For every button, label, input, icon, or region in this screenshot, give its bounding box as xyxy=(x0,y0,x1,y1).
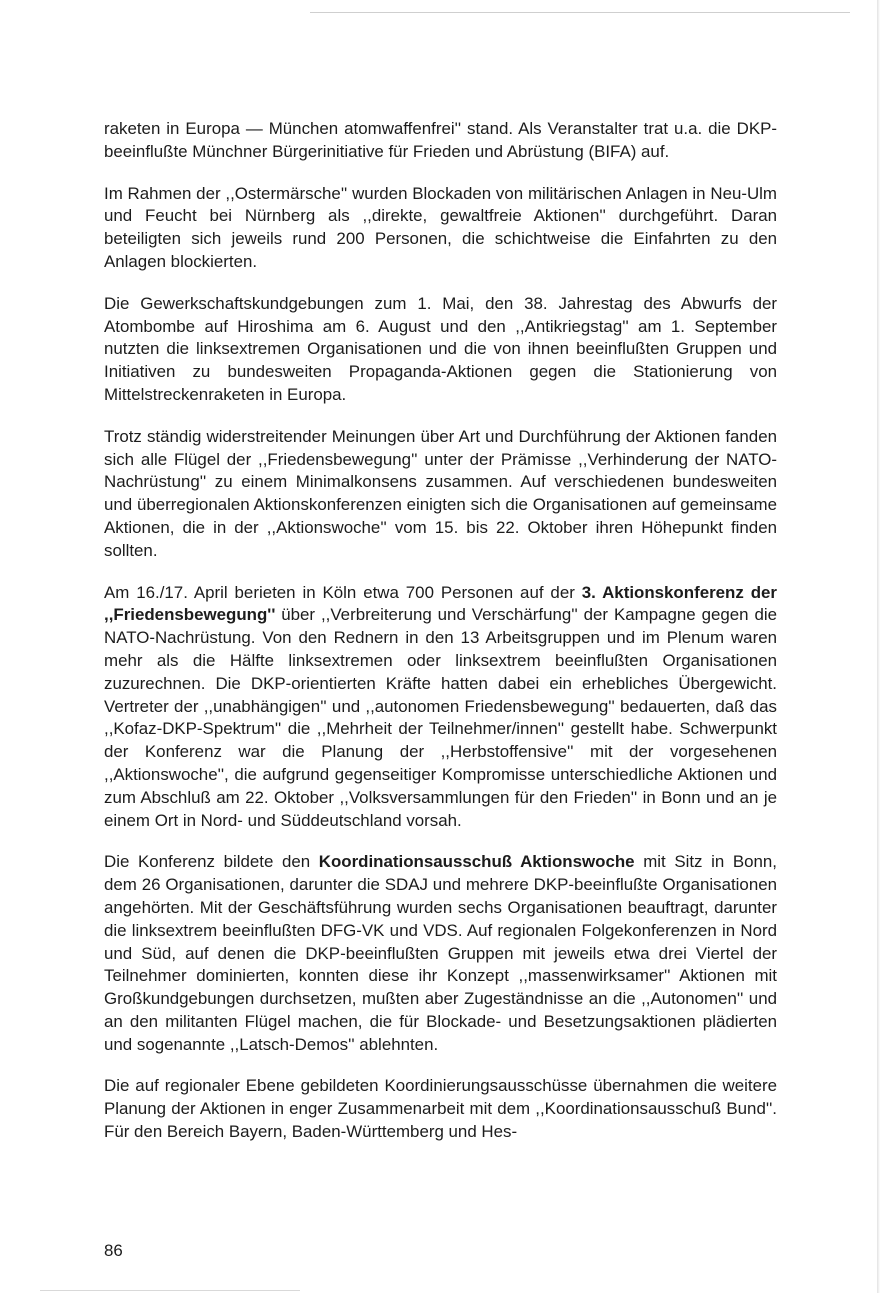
paragraph-3: Die Gewerkschaftskundgebungen zum 1. Mai, den 38. Jahrestag des Abwurfs der Atombombe auf Hiroshima am 6. August und den ,,Antikriegstag'' am 1. September nutzten die linksextremen Organisationen und die von ihnen beeinflußten Gruppen und Initiativen zu bundesweiten Propaganda-Aktionen gegen die Stationierung von Mittelstreckenraketen in Europa. xyxy=(104,293,777,404)
page-number: 86 xyxy=(104,1241,123,1260)
page-body-text xyxy=(104,118,777,1163)
paragraph-4: Trotz ständig widerstreitender Meinungen über Art und Durchführung der Aktionen fanden sich alle Flügel der ,,Friedensbewegung'' unter der Prämisse ,,Verhinderung der NATO-Nachrüstung'' zu einem Minimalkonsens zusammen. Auf verschiedenen bundesweiten und überregionalen Aktionskonferenzen einigten sich die Organisationen auf gemeinsame Aktionen, die in der ,,Aktionswoche'' vom 15. bis 22. Oktober ihren Höhepunkt finden sollten. xyxy=(104,426,777,560)
paragraph-6-lead: Die Konferenz bildete den xyxy=(104,852,319,872)
paragraph-6-bold-term: Koordinationsausschuß Aktionswoche xyxy=(318,852,635,872)
paragraph-2: Im Rahmen der ,,Ostermärsche'' wurden Blockaden von militärischen Anlagen in Neu-Ulm und Feucht bei Nürnberg als ,,direkte, gewaltfreie Aktionen'' durchgeführt. Daran beteiligten sich jeweils rund 200 Personen, die schichtweise die Einfahrten zu den Anlagen blockierten. xyxy=(104,183,777,271)
paragraph-6-rest: mit Sitz in Bonn, dem 26 Organisationen, darunter die SDAJ und mehrere DKP-beeinflußte Organisationen angehörten. Mit der Geschäftsführung wurden sechs Organisationen beauftragt, darunter die linksextrem beeinflußten DFG-VK und VDS. Auf regionalen Folgekonferenzen in Nord und Süd, auf denen die DKP-beeinflußten Gruppen mit jeweils etwa drei Viertel der Teilnehmer dominierten, konnten diese ihr Konzept ,,massenwirksamer'' Aktionen mit Großkundgebungen durchsetzen, mußten aber Zugeständnisse an die ,,Autonomen'' und an den militanten Flügel machen, die für Blockade- und Besetzungsaktionen plädierten und sogenannte ,,Latsch-Demos'' ablehnten. xyxy=(104,852,777,1054)
paragraph-5-lead: Am 16./17. April berieten in Köln etwa 700 Personen auf der xyxy=(104,582,582,602)
scan-artifact-bottom-line xyxy=(40,1290,300,1291)
paragraph-5-bold-term: 3. Aktionskonferenz der ,,Friedensbewegung'' xyxy=(104,582,777,625)
paragraph-7: Die auf regionaler Ebene gebildeten Koordinierungsausschüsse übernahmen die weitere Planung der Aktionen in enger Zusammenarbeit mit dem ,,Koordinationsausschuß Bund''. Für den Bereich Bayern, Baden-Württemberg und Hes- xyxy=(104,1076,777,1142)
paragraph-5-rest: über ,,Verbreiterung und Verschärfung'' der Kampagne gegen die NATO-Nachrüstung. Von den Rednern in den 13 Arbeitsgruppen und im Plenum waren mehr als die Hälfte linksextremen oder linksextrem beeinflußten Organisationen zuzurechnen. Die DKP-orientierten Kräfte hatten dabei ein erhebliches Übergewicht. Vertreter der ,,unabhängigen'' und ,,autonomen Friedensbewegung'' bedauerten, daß das ,,Kofaz-DKP-Spektrum'' die ,,Mehrheit der Teilnehmer/innen'' gestellt habe. Schwerpunkt der Konferenz war die Planung der ,,Herbstoffensive'' mit der vorgesehenen ,,Aktionswoche'', die aufgrund gegenseitiger Kompromisse unterschiedliche Aktionen und zum Abschluß am 22. Oktober ,,Volksversammlungen für den Frieden'' in Bonn und an je einem Ort in Nord- und Süddeutschland vorsah. xyxy=(104,605,777,830)
scan-artifact-right-edge xyxy=(877,0,880,1293)
scan-artifact-top-line xyxy=(310,12,850,13)
paragraph-1: raketen in Europa — München atomwaffenfrei'' stand. Als Veranstalter trat u.a. die DKP-beeinflußte Münchner Bürgerinitiative für Frieden und Abrüstung (BIFA) auf. xyxy=(104,119,777,161)
paragraph-6 xyxy=(104,851,777,1056)
paragraph-5 xyxy=(104,582,777,833)
